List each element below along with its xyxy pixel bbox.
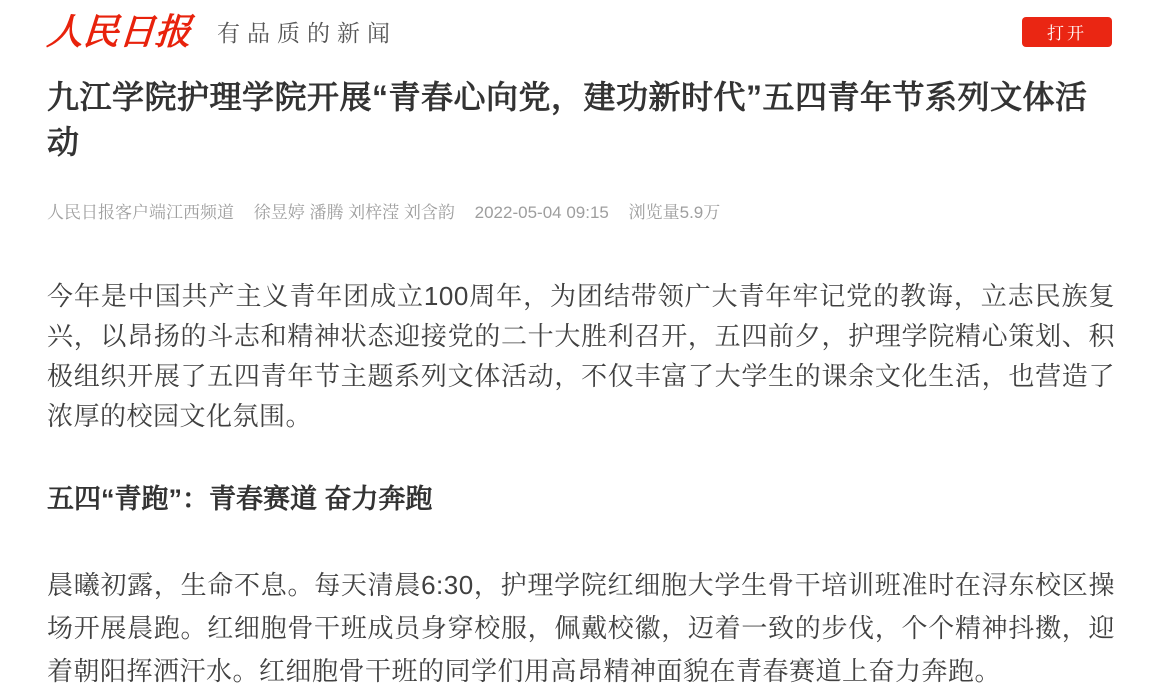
article-meta bbox=[47, 198, 1115, 223]
article-paragraph-section: 晨曦初露，生命不息。每天清晨6:30，护理学院红细胞大学生骨干培训班准时在浔东校区操场开展晨跑。红细胞骨干班成员身穿校服，佩戴校徽，迈着一致的步伐，个个精神抖擞，迎着朝阳挥洒汗水。红细胞骨干班的同学们用高昂精神面貌在青春赛道上奋力奔跑。 bbox=[47, 570, 1115, 686]
section-subheading: 五四“青跑”：青春赛道 奋力奔跑 bbox=[47, 484, 433, 514]
brand bbox=[45, 10, 398, 53]
peoples-daily-logo: 人民日报 bbox=[45, 10, 193, 53]
open-app-button[interactable]: 打开 bbox=[1022, 17, 1112, 47]
article-content bbox=[0, 75, 1162, 693]
meta-channel: 人民日报客户端江西频道 bbox=[47, 203, 234, 222]
meta-authors: 徐昱婷 潘腾 刘梓滢 刘含韵 bbox=[253, 203, 455, 222]
brand-tagline: 有品质的新闻 bbox=[217, 20, 398, 46]
top-header bbox=[0, 0, 1162, 53]
meta-publish-time: 2022-05-04 09:15 bbox=[474, 203, 609, 222]
article-paragraph-intro: 今年是中国共产主义青年团成立100周年，为团结带领广大青年牢记党的教诲，立志民族复兴，以昂扬的斗志和精神状态迎接党的二十大胜利召开，五四前夕，护理学院精心策划、积极组织开展了五四青年节主题系列文体活动，不仅丰富了大学生的课余文化生活，也营造了浓厚的校园文化氛围。 bbox=[47, 281, 1115, 431]
meta-view-count: 浏览量5.9万 bbox=[628, 203, 721, 222]
article-title: 九江学院护理学院开展“青春心向党，建功新时代”五四青年节系列文体活动 bbox=[47, 79, 1088, 160]
